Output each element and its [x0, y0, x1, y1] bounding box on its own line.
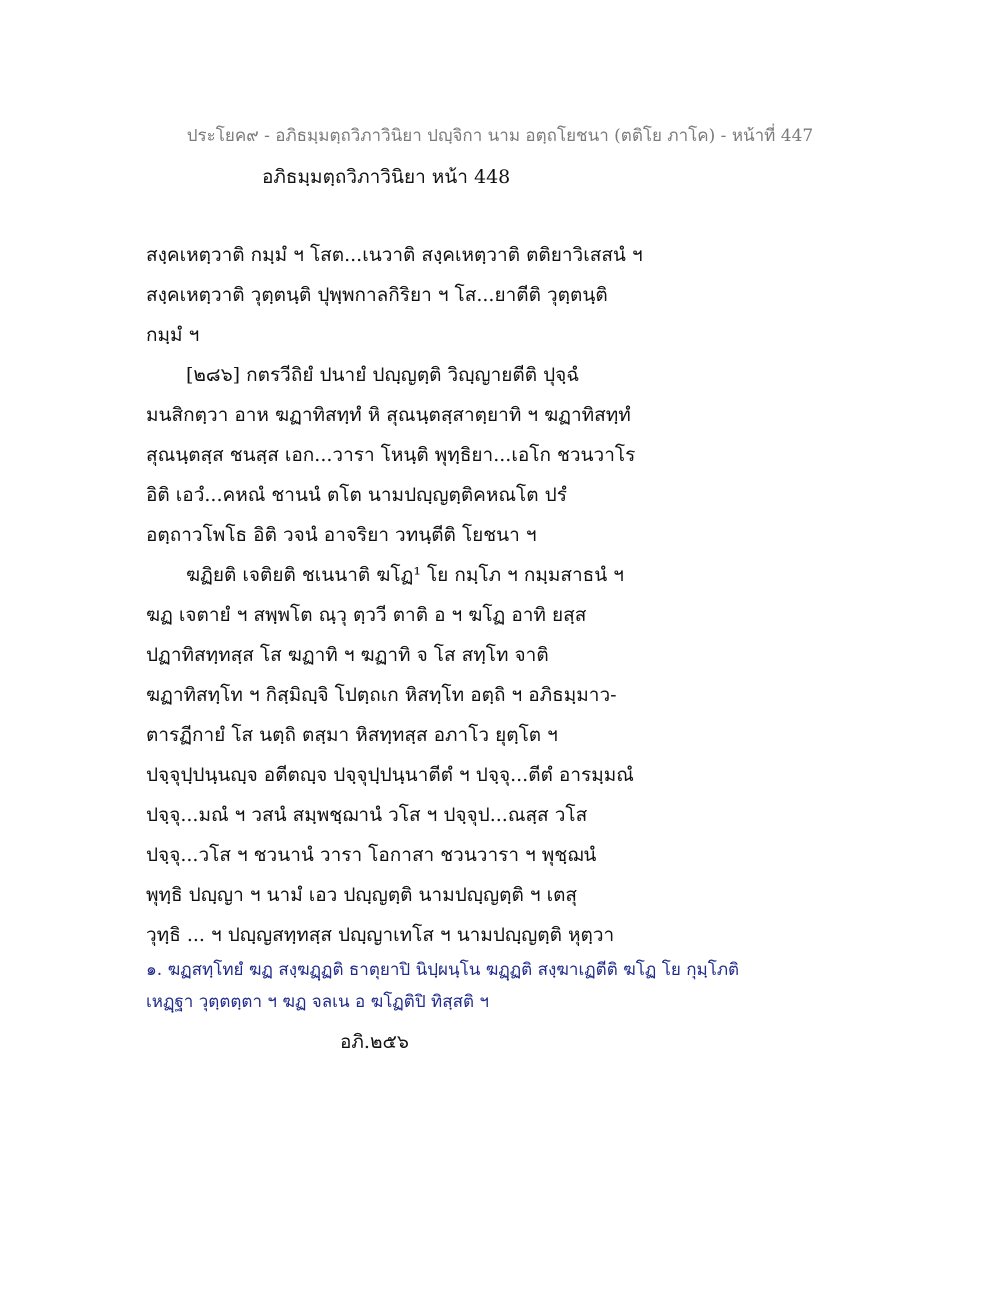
text-line: ปจฺจุ...มณํ ฯ วสนํ สมฺพชฺฌานํ วโส ฯ ปจฺจุป...ณสฺส วโส	[146, 804, 588, 826]
text-line: สงฺคเหตฺวาติ วุตฺตนฺติ ปุพฺพกาลกิริยา ฯ โส...ยาตีติ วุตฺตนฺติ	[146, 284, 608, 306]
running-header: ประโยค๙ - อภิธมฺมตฺถวิภาวินิยา ปญฺจิกา นาม อตฺถโยชนา (ตติโย ภาโค) - หน้าที่ 447	[186, 126, 814, 146]
body-text	[146, 242, 866, 962]
page-reference: อภิ.๒๕๖	[340, 1031, 409, 1053]
text-line: ปฏาทิสทฺทสฺส โส ฆฏาทิ ฯ ฆฏาทิ จ โส สทฺโท จาติ	[146, 644, 549, 666]
text-line: กมฺมํ ฯ	[146, 324, 200, 346]
text-line: วุทฺธิ ... ฯ ปญฺญสทฺทสฺส ปญฺญาเทโส ฯ นามปญฺญตฺติ หุตฺวา	[146, 924, 615, 946]
footnote-line: เหฏฺฐา วุตฺตตฺตา ฯ ฆฏ จลเน อ ฆโฏติปิ ทิสฺสติ ฯ	[146, 992, 489, 1012]
book-page-header: อภิธมฺมตฺถวิภาวินิยา หน้า 448	[262, 166, 511, 188]
text-line: พุทฺธิ ปญฺญา ฯ นามํ เอว ปญฺญตฺติ นามปญฺญตฺติ ฯ เตสุ	[146, 884, 578, 906]
text-line: ปจฺจุปฺปนฺนญฺจ อตีตญฺจ ปจฺจุปฺปนฺนาตีตํ ฯ ปจฺจุ...ตีตํ อารมฺมณํ	[146, 764, 634, 786]
text-line: อตฺถาวโพโธ อิติ วจนํ อาจริยา วทนฺตีติ โยชนา ฯ	[146, 524, 537, 546]
text-line: สงฺคเหตฺวาติ กมฺมํ ฯ โสต...เนวาติ สงฺคเหตฺวาติ ตติยาวิเสสนํ ฯ	[146, 244, 643, 266]
footnotes	[146, 957, 866, 1021]
text-line: [๒๘๖] กตรวีถิยํ ปนายํ ปญฺญตฺติ วิญฺญายตีติ ปุจฺฉํ	[186, 364, 580, 386]
text-line: ตารฏีกายํ โส นตฺถิ ตสฺมา หิสทฺทสฺส อภาโว ยุตฺโต ฯ	[146, 724, 558, 746]
text-line: ฆฏิยติ เจติยติ ชเนนาติ ฆโฏ¹ โย กมฺโภ ฯ กมฺมสาธนํ ฯ	[186, 564, 624, 586]
text-line: อิติ เอวํ...คหณํ ชานนํ ตโต นามปญฺญตฺติคหณโต ปรํ	[146, 484, 567, 506]
text-line: ฆฏ เจตายํ ฯ สพฺพโต ณฺวุ ตฺววี ตาติ อ ฯ ฆโฏ อาทิ ยสฺส	[146, 604, 587, 626]
text-line: ฆฏาทิสทฺโท ฯ กิสฺมิญฺจิ โปตฺถเก หิสทฺโท อตฺถิ ฯ อภิธมฺมาว-	[146, 684, 617, 706]
text-line: สุณนฺตสฺส ชนสฺส เอก...วารา โหนฺติ พุทฺธิยา...เอโก ชวนวาโร	[146, 444, 636, 466]
footnote-line: ๑. ฆฏสทฺโทยํ ฆฏ สงฺฆฏฺฏติ ธาตุยาปิ นิปฺผนฺโน ฆฏฺฏติ สงฺฆาเฏตีติ ฆโฏ โย กุมฺโภติ	[146, 960, 740, 980]
text-line: มนสิกตฺวา อาห ฆฏาทิสทฺทํ หิ สุณนฺตสฺสาตฺยาทิ ฯ ฆฏาทิสทฺทํ	[146, 404, 631, 426]
text-line: ปจฺจุ...วโส ฯ ชวนานํ วารา โอกาสา ชวนวารา ฯ พุชฺฌนํ	[146, 844, 597, 866]
